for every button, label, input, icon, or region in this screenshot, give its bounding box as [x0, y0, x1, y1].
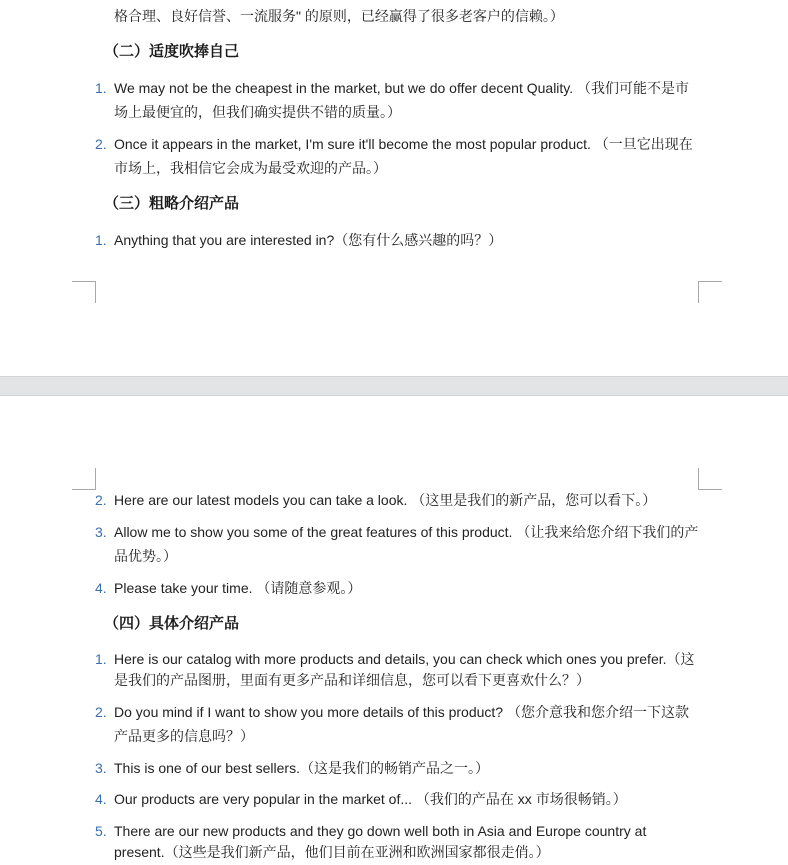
- list-number: 3.: [95, 760, 107, 776]
- margin-corner-mark: [698, 468, 722, 490]
- section-heading-2: （二）适度吹捧自己: [104, 43, 240, 60]
- list-number: 2.: [95, 704, 107, 720]
- margin-corner-mark: [72, 468, 96, 490]
- list-item: Allow me to show you some of the great features of this product. （让我来给您介绍下我们的产品优势。）: [114, 524, 699, 564]
- list-number: 2.: [95, 492, 107, 508]
- list-number: 1.: [95, 80, 107, 96]
- page-separator: [0, 376, 788, 396]
- list-number: 5.: [95, 823, 107, 839]
- carryover-text: 格合理、良好信誉、一流服务" 的原则，已经赢得了很多老客户的信赖。）: [114, 8, 564, 24]
- margin-corner-mark: [698, 281, 722, 303]
- list-number: 4.: [95, 791, 107, 807]
- list-number: 1.: [95, 651, 107, 667]
- list-item: We may not be the cheapest in the market, but we do offer decent Quality. （我们可能不是市场上最便宜的，但我们确实提供不错的质量。）: [114, 80, 690, 120]
- list-item: Anything that you are interested in?（您有什么感兴趣的吗？）: [114, 232, 503, 248]
- list-number: 1.: [95, 232, 107, 248]
- list-item: Please take your time. （请随意参观。）: [114, 580, 362, 596]
- list-item: Once it appears in the market, I'm sure it'll become the most popular product. （一旦它出现在市场上，我相信它会成为最受欢迎的产品。）: [114, 136, 693, 176]
- margin-corner-mark: [72, 281, 96, 303]
- list-number: 2.: [95, 136, 107, 152]
- list-item: Here is our catalog with more products and details, you can check which ones you prefer.（这是我们的产品图册，里面有更多产品和详细信息，您可以看下更喜欢什么？）: [114, 651, 695, 688]
- list-number: 4.: [95, 580, 107, 596]
- list-number: 3.: [95, 524, 107, 540]
- list-item: Here are our latest models you can take a look. （这里是我们的新产品，您可以看下。）: [114, 492, 657, 508]
- section-heading-4: （四）具体介绍产品: [104, 615, 240, 632]
- list-item: Do you mind if I want to show you more details of this product? （您介意我和您介绍一下这款产品更多的信息吗？）: [114, 704, 689, 744]
- section-heading-3: （三）粗略介绍产品: [104, 195, 240, 212]
- list-item: There are our new products and they go down well both in Asia and Europe country at present.（这些是我们新产品，他们目前在亚洲和欧洲国家都很走俏。）: [114, 823, 647, 860]
- list-item: This is one of our best sellers.（这是我们的畅销产品之一。）: [114, 760, 489, 776]
- list-item: Our products are very popular in the market of... （我们的产品在 xx 市场很畅销。）: [114, 791, 627, 807]
